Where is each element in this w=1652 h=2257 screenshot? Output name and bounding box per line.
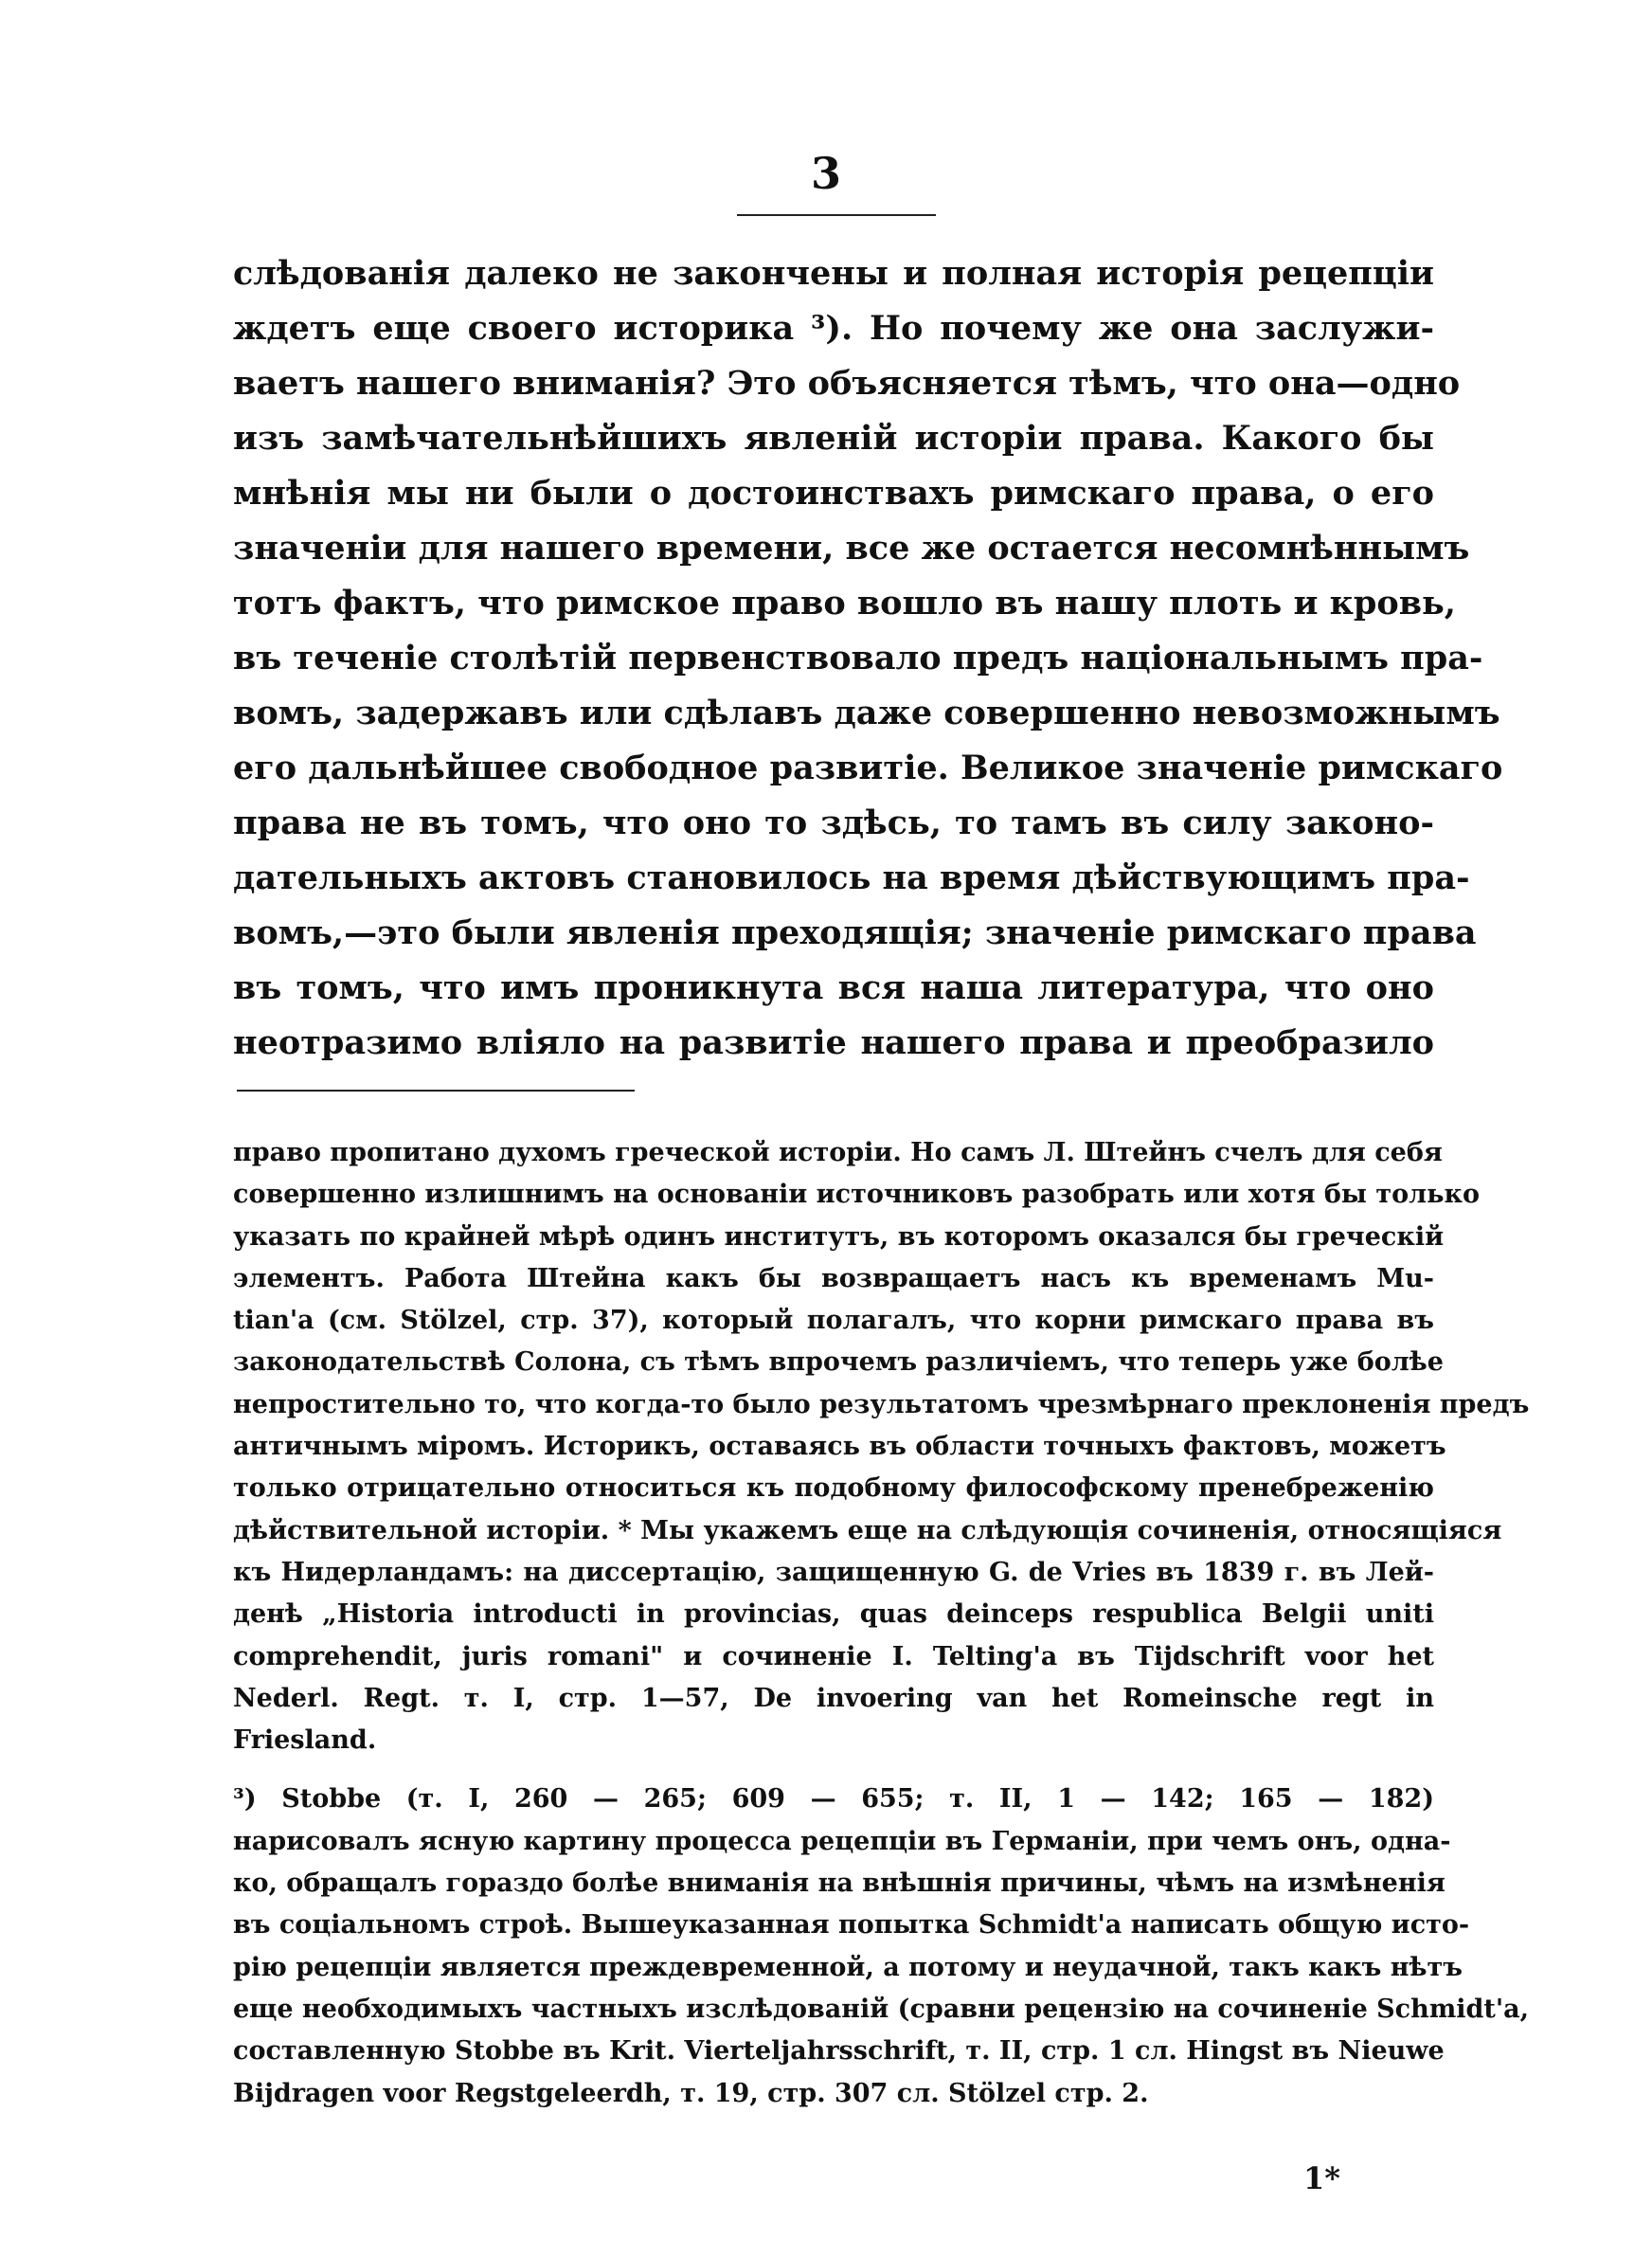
footnote-line: дѣйствительной исторіи. * Мы укажемъ еще на слѣдующія сочиненія, относящіяся (233, 1515, 1502, 1545)
body-text-line: его дальнѣйшее свободное развитіе. Великое значеніе римскаго (233, 749, 1503, 787)
footnotes (233, 1132, 1530, 2115)
footnote-line: еще необходимыхъ частныхъ изслѣдованій (сравни рецензію на сочиненіе Schmidt'a, (233, 1994, 1530, 2024)
footnote-3 (233, 1779, 1530, 2114)
body-text-line: мнѣнія мы ни были о достоинствахъ римскаго права, о его (233, 474, 1434, 513)
header-rule (737, 214, 936, 216)
footnote-line: comprehendit, juris romani" и сочиненіе I. Telting'a въ Tijdschrift voor het (233, 1641, 1434, 1671)
footnote-line: античнымъ міромъ. Историкъ, оставаясь въ области точныхъ фактовъ, можетъ (233, 1432, 1446, 1462)
footnote-line: непростительно то, что когда-то было результатомъ чрезмѣрнаго преклоненія предъ (233, 1389, 1530, 1419)
body-text-line: слѣдованія далеко не закончены и полная исторія рецепціи (233, 254, 1434, 293)
body-text-line: ждетъ еще своего историка ³). Но почему же она заслужи- (233, 309, 1434, 348)
body-text-line: ваетъ нашего вниманія? Это объясняется тѣмъ, что она—одно (233, 364, 1461, 403)
body-text-line: въ томъ, что имъ проникнута вся наша литература, что оно (233, 968, 1434, 1007)
body-text-line: неотразимо вліяло на развитіе нашего права и преобразило (233, 1023, 1434, 1062)
footnote-line: Bijdragen voor Regstgeleerdh, т. 19, стр. 307 сл. Stölzel стр. 2. (233, 2078, 1149, 2108)
body-text-line: значеніи для нашего времени, все же остается несомнѣннымъ (233, 529, 1470, 568)
body-text (233, 246, 1503, 1071)
footnote-line: только отрицательно относиться къ подобному философскому пренебреженію (233, 1473, 1434, 1504)
footnote-rule (237, 1090, 635, 1092)
page-number: 3 (810, 148, 841, 199)
body-text-line: тотъ фактъ, что римское право вошло въ нашу плоть и кровь, (233, 584, 1456, 623)
footnote-line: въ соціальномъ строѣ. Вышеуказанная попытка Schmidt'a написать общую исто- (233, 1910, 1470, 1941)
body-text-line: права не въ томъ, что оно то здѣсь, то тамъ въ силу законо- (233, 803, 1434, 842)
footnote-line: денѣ „Historia introducti in provincias, quas deinceps respublica Belgii uniti (233, 1599, 1434, 1630)
footnote-line: ко, обращалъ гораздо болѣе вниманія на внѣшнія причины, чѣмъ на измѣненія (233, 1869, 1446, 1899)
footnote-line: совершенно излишнимъ на основаніи источниковъ разобрать или хотя бы только (233, 1180, 1480, 1210)
body-text-line: дательныхъ актовъ становилось на время дѣйствующимъ пра- (233, 858, 1470, 897)
footnote-line: элементъ. Работа Штейна какъ бы возвращаетъ насъ къ временамъ Mu- (233, 1263, 1434, 1293)
footnote-gap (233, 1761, 1434, 1779)
body-text-line: вомъ, задержавъ или сдѣлавъ даже совершенно невозможнымъ (233, 694, 1500, 732)
footnote-line: tian'a (см. Stölzel, стр. 37), который полагалъ, что корни римскаго права въ (233, 1306, 1434, 1336)
footnote-line: нарисовалъ ясную картину процесса рецепціи въ Германіи, при чемъ онъ, одна- (233, 1826, 1451, 1856)
footnote-line: ³) Stobbe (т. I, 260 — 265; 609 — 655; т. II, 1 — 142; 165 — 182) (233, 1784, 1434, 1815)
footnote-line: Friesland. (233, 1725, 377, 1756)
footnote-line: право пропитано духомъ греческой исторіи. Но самъ Л. Штейнъ счелъ для себя (233, 1138, 1443, 1167)
body-text-line: изъ замѣчательнѣйшихъ явленій исторіи права. Какого бы (233, 419, 1434, 458)
body-text-line: вомъ,—это были явленія преходящія; значеніе римскаго права (233, 913, 1477, 952)
footnote-continued (233, 1132, 1530, 1761)
footnote-line: составленную Stobbe въ Krit. Vierteljahrsschrift, т. II, стр. 1 сл. Hingst въ Nieuwe (233, 2036, 1445, 2067)
footnote-line: указать по крайней мѣрѣ одинъ институтъ, въ которомъ оказался бы греческій (233, 1221, 1445, 1252)
footnote-line: къ Нидерландамъ: на диссертацію, защищенную G. de Vries въ 1839 г. въ Лей- (233, 1557, 1434, 1587)
footnote-line: рію рецепціи является преждевременной, а потому и неудачной, такъ какъ нѣтъ (233, 1952, 1463, 1982)
footnote-line: Nederl. Regt. т. I, стр. 1—57, De invoering van het Romeinsche regt in (233, 1683, 1434, 1713)
footnote-line: законодательствѣ Солона, съ тѣмъ впрочемъ различіемъ, что теперь уже болѣе (233, 1347, 1444, 1378)
signature-mark: 1* (1303, 2160, 1340, 2196)
body-text-line: въ теченіе столѣтій первенствовало предъ національнымъ пра- (233, 639, 1483, 677)
